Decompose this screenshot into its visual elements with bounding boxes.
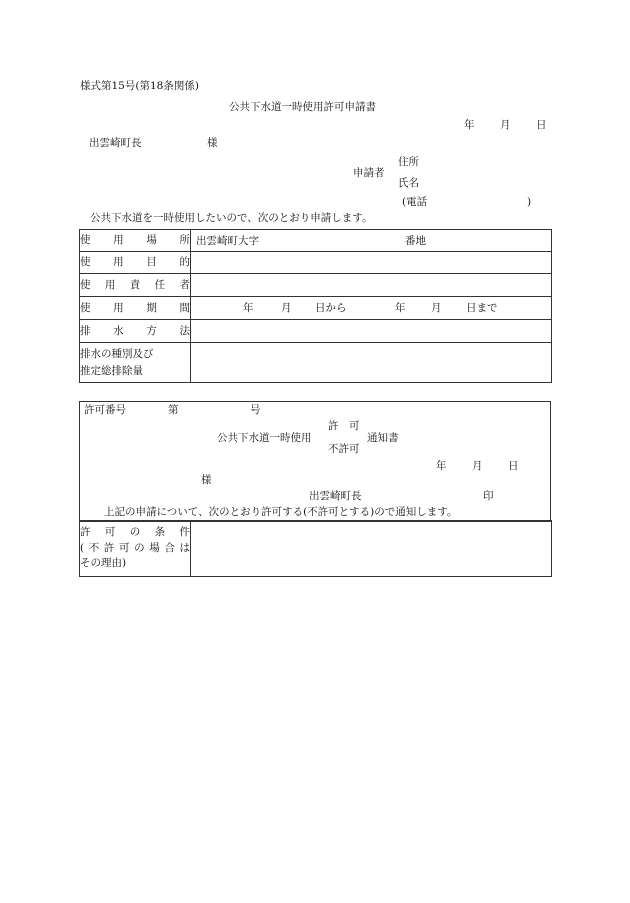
phone-label: (電話 <box>402 196 428 208</box>
table-row <box>80 230 552 252</box>
permit-go: 号 <box>250 404 261 416</box>
notice-title-suffix: 通知書 <box>367 432 399 444</box>
notice-option-deny: 不許可 <box>328 443 360 455</box>
addressee-honorific: 様 <box>207 137 218 149</box>
usage-period-label <box>80 297 191 320</box>
usage-place-label <box>80 230 191 252</box>
intro-text: 公共下水道を一時使用したいので、次のとおり申請します。 <box>90 212 373 224</box>
table-row <box>80 521 552 577</box>
conditions-label-line2: ( 不 許 可 の 場 合 は <box>80 541 190 554</box>
usage-manager-cell <box>191 274 552 297</box>
notice-message: 上記の申請について、次のとおり許可する(不許可とする)ので通知します。 <box>104 506 458 518</box>
addressee: 出雲崎町長 <box>89 137 142 149</box>
usage-manager-label <box>80 274 191 297</box>
notice-option-permit: 許 可 <box>328 420 360 432</box>
table-row <box>80 320 552 343</box>
date-year-label: 年 <box>464 119 475 131</box>
notice-date-month: 月 <box>472 460 483 472</box>
period-start-month: 月 <box>281 302 292 314</box>
conditions-cell <box>191 521 552 577</box>
usage-purpose-label-text: 使 用 目 的 <box>80 256 190 269</box>
date-month-label: 月 <box>500 119 511 131</box>
form-number: 様式第15号(第18条関係) <box>80 80 199 92</box>
drainage-method-label <box>80 320 191 343</box>
table-row <box>80 252 552 274</box>
drainage-method-cell <box>191 320 552 343</box>
table-row <box>80 274 552 297</box>
period-end-month: 月 <box>431 302 442 314</box>
usage-period-label-text: 使 用 期 間 <box>80 301 190 314</box>
permit-number-label: 許可番号 <box>84 404 126 416</box>
drainage-type-label <box>80 343 191 383</box>
drainage-type-cell <box>191 343 552 383</box>
drainage-type-label-line2: 推定総排除量 <box>80 364 143 377</box>
seal-mark: 印 <box>483 490 494 502</box>
usage-place-cell <box>191 230 552 252</box>
recipient-honorific: 様 <box>201 474 212 486</box>
applicant-label: 申請者 <box>353 167 385 179</box>
usage-purpose-label <box>80 252 191 274</box>
period-start-year: 年 <box>243 302 254 314</box>
usage-manager-label-text: 使 用 責 任 者 <box>80 278 190 291</box>
place-lot-text: 番地 <box>405 235 426 247</box>
application-table <box>79 229 552 383</box>
usage-purpose-cell <box>191 252 552 274</box>
period-start-day: 日から <box>315 302 347 314</box>
notice-date-year: 年 <box>436 460 447 472</box>
table-row <box>80 343 552 383</box>
place-town-text: 出雲崎町大字 <box>196 235 259 247</box>
drainage-type-label-line1: 排水の種別及び <box>80 348 154 361</box>
address-label: 住所 <box>398 156 419 168</box>
notice-title-prefix: 公共下水道一時使用 <box>217 432 312 444</box>
usage-place-label-text: 使 用 場 所 <box>80 234 190 247</box>
usage-period-cell <box>191 297 552 320</box>
period-end-day: 日まで <box>466 302 498 314</box>
issuer-name: 出雲崎町長 <box>309 490 362 502</box>
date-day-label: 日 <box>536 119 547 131</box>
notice-date-day: 日 <box>508 460 519 472</box>
conditions-label <box>80 521 191 577</box>
table-row <box>80 297 552 320</box>
conditions-label-line3: その理由) <box>80 557 127 570</box>
name-label: 氏名 <box>398 177 419 189</box>
form-title: 公共下水道一時使用許可申請書 <box>229 101 376 113</box>
conditions-table <box>79 520 552 577</box>
permit-dai: 第 <box>168 404 179 416</box>
period-end-year: 年 <box>395 302 406 314</box>
phone-close-paren: ) <box>527 196 532 208</box>
conditions-label-line1: 許 可 の 条 件 <box>80 525 190 538</box>
drainage-method-label-text: 排 水 方 法 <box>80 324 190 337</box>
